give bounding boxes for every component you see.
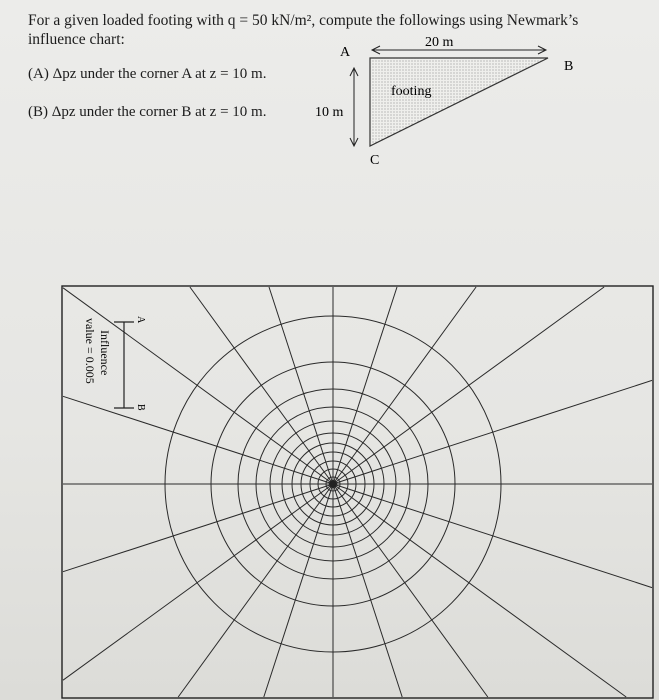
problem-intro-line2: influence chart:	[28, 31, 125, 48]
influence-radial-line	[63, 484, 333, 680]
influence-radial-line	[333, 484, 652, 588]
influence-radial-line	[333, 380, 652, 484]
problem-intro-line1: For a given loaded footing with q = 50 kN/m², compute the followings using Newmark’s	[28, 12, 579, 29]
question-part-b: (B) Δpz under the corner B at z = 10 m.	[28, 104, 267, 120]
influence-value-label: value = 0.005	[83, 318, 97, 384]
influence-radial-line	[63, 288, 333, 484]
height-label: 10 m	[315, 105, 344, 120]
scale-point-a-label: A	[135, 316, 146, 324]
corner-a-label: A	[340, 45, 351, 60]
influence-radial-line	[178, 484, 333, 697]
footing-label: footing	[391, 84, 432, 99]
scale-point-b-label: B	[135, 404, 146, 411]
width-label: 20 m	[425, 35, 454, 50]
corner-b-label: B	[564, 59, 574, 74]
scale-bar	[114, 322, 134, 408]
influence-radial-line	[333, 484, 626, 697]
question-part-a: (A) Δpz under the corner A at z = 10 m.	[28, 66, 267, 82]
chart-center-point	[329, 480, 337, 488]
influence-radial-line	[333, 287, 604, 484]
influence-label: Influence	[98, 330, 112, 376]
influence-radial-line	[63, 484, 333, 572]
influence-radial-line	[63, 396, 333, 484]
influence-radial-line	[333, 484, 488, 697]
corner-c-label: C	[370, 153, 380, 168]
